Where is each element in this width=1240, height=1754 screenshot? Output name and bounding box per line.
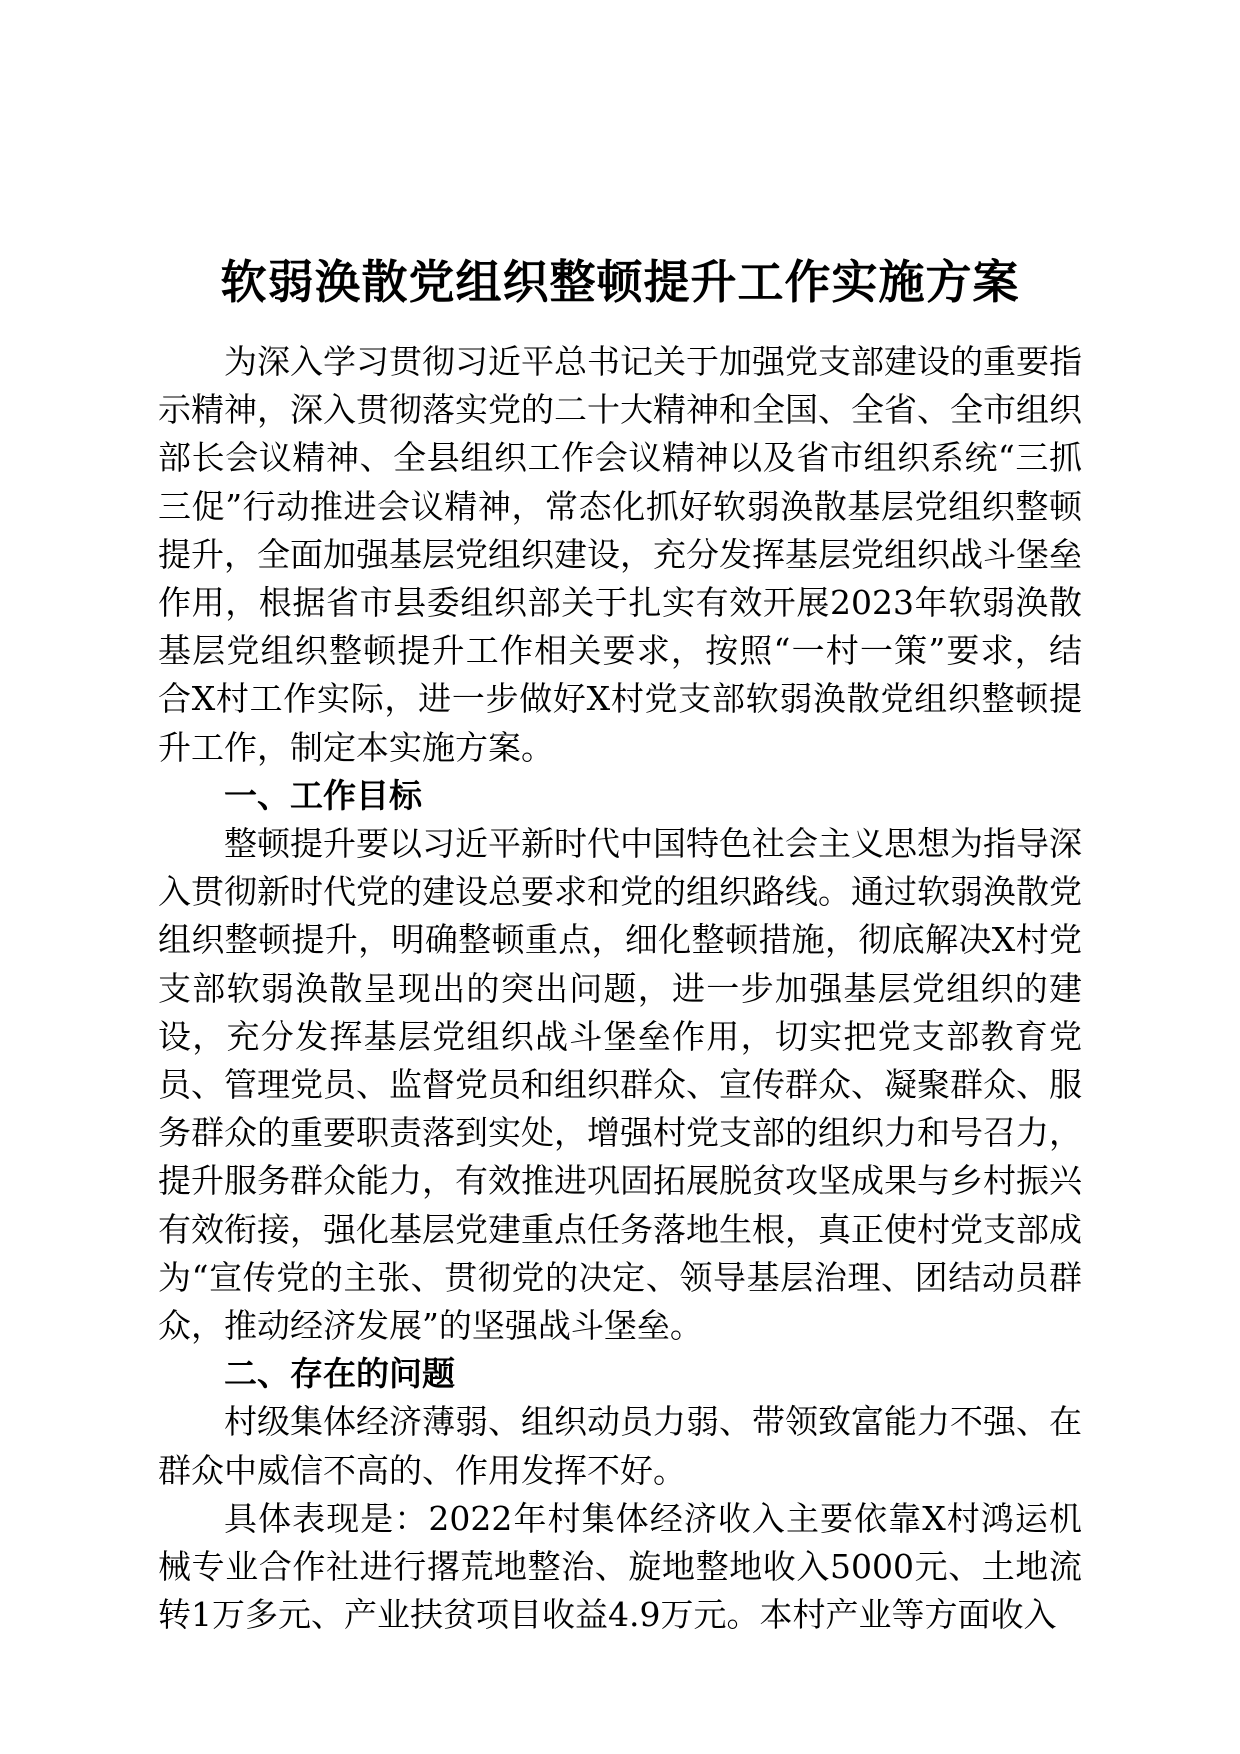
specific-details-paragraph: 具体表现是：2022年村集体经济收入主要依靠X村鸿运机械专业合作社进行撂荒地整治、旋地整地收入5000元、土地流转1万多元、产业扶贫项目收益4.9万元。本村产业等方面收入: [158, 1498, 1082, 1635]
intro-paragraph: 为深入学习贯彻习近平总书记关于加强党支部建设的重要指示精神，深入贯彻落实党的二十大精神和全国、全省、全市组织部长会议精神、全县组织工作会议精神以及省市组织系统“三抓三促”行动推进会议精神，常态化抓好软弱涣散基层党组织整顿提升，全面加强基层党组织建设，充分发挥基层党组织战斗堡垒作用，根据省市县委组织部关于扎实有效开展2023年软弱涣散基层党组织整顿提升工作相关要求，按照“一村一策”要求，结合X村工作实际，进一步做好X村党支部软弱涣散党组织整顿提升工作，制定本实施方案。: [158, 342, 1082, 767]
existing-problems-paragraph: 村级集体经济薄弱、组织动员力弱、带领致富能力不强、在群众中威信不高的、作用发挥不好。: [158, 1402, 1082, 1490]
section-heading-work-goals: 一、工作目标: [224, 775, 422, 815]
section-heading-existing-problems: 二、存在的问题: [224, 1354, 455, 1394]
document-title: 软弱涣散党组织整顿提升工作实施方案: [220, 255, 1020, 309]
document-body: [158, 338, 1082, 1639]
work-goals-paragraph: 整顿提升要以习近平新时代中国特色社会主义思想为指导深入贯彻新时代党的建设总要求和党的组织路线。通过软弱涣散党组织整顿提升，明确整顿重点，细化整顿措施，彻底解决X村党支部软弱涣散呈现出的突出问题，进一步加强基层党组织的建设，充分发挥基层党组织战斗堡垒作用，切实把党支部教育党员、管理党员、监督党员和组织群众、宣传群众、凝聚群众、服务群众的重要职责落到实处，增强村党支部的组织力和号召力，提升服务群众能力，有效推进巩固拓展脱贫攻坚成果与乡村振兴有效衔接，强化基层党建重点任务落地生根，真正使村党支部成为“宣传党的主张、贯彻党的决定、领导基层治理、团结动员群众，推动经济发展”的坚强战斗堡垒。: [158, 824, 1082, 1346]
